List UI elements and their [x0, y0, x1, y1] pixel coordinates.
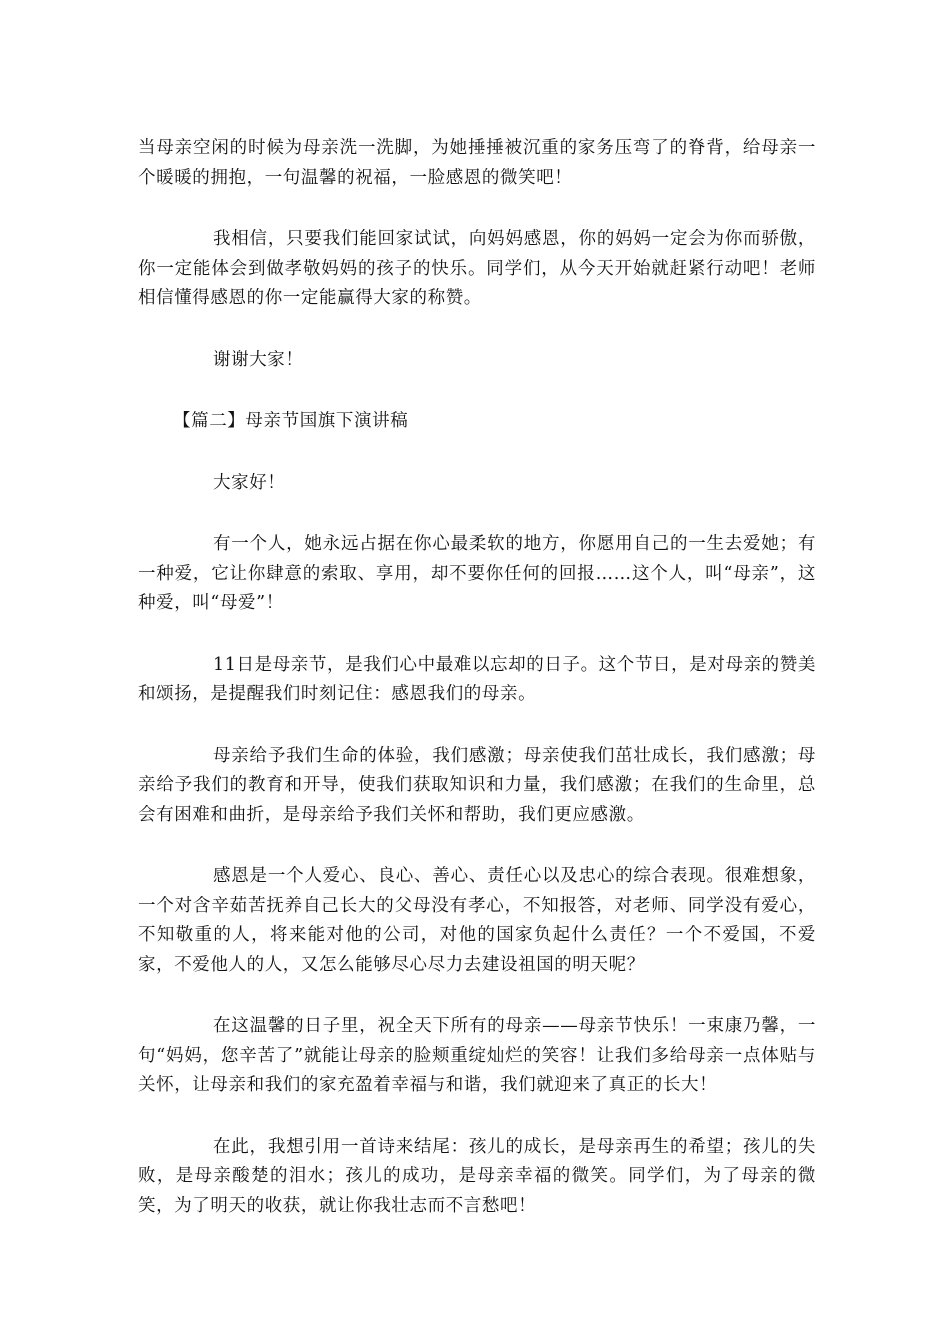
paragraph-continuation: 当母亲空闲的时候为母亲洗一洗脚，为她捶捶被沉重的家务压弯了的脊背，给母亲一个暖暖的拥抱，一句温馨的祝福，一脸感恩的微笑吧！ — [138, 138, 816, 188]
section-heading: 【篇二】母亲节国旗下演讲稿 — [173, 411, 409, 431]
paragraph-conclusion: 在此，我想引用一首诗来结尾：孩儿的成长，是母亲再生的希望；孩儿的失败，是母亲酸楚的泪水；孩儿的成功，是母亲幸福的微笑。同学们，为了母亲的微笑，为了明天的收获，就让你我壮志而不言愁吧！ — [138, 1136, 816, 1216]
paragraph-greeting: 大家好！ — [213, 472, 286, 493]
paragraph-mother-love: 有一个人，她永远占据在你心最柔软的地方，你愿用自己的一生去爱她；有一种爱，它让你肆意的索取、享用，却不要你任何的回报……这个人，叫“母亲”，这种爱，叫“母爱”！ — [138, 534, 816, 613]
paragraph-thankfulness: 感恩是一个人爱心、良心、善心、责任心以及忠心的综合表现。很难想象，一个对含辛茹苦抚养自己长大的父母没有孝心，不知报答，对老师、同学没有爱心，不知敬重的人，将来能对他的公司，对他的国家负起什么责任？一个不爱国，不爱家，不爱他人的人，又怎么能够尽心尽力去建设祖国的明天呢？ — [138, 866, 816, 975]
paragraph-thanks: 谢谢大家！ — [213, 349, 304, 370]
paragraph-mothers-day: 11日是母亲节，是我们心中最难以忘却的日子。这个节日，是对母亲的赞美和颂扬，是提醒我们时刻记住：感恩我们的母亲。 — [138, 654, 816, 704]
paragraph-belief: 我相信，只要我们能回家试试，向妈妈感恩，你的妈妈一定会为你而骄傲，你一定能体会到做孝敬妈妈的孩子的快乐。同学们，从今天开始就赶紧行动吧！老师相信懂得感恩的你一定能赢得大家的称赞。 — [138, 229, 816, 308]
paragraph-wishes: 在这温馨的日子里，祝全天下所有的母亲——母亲节快乐！一束康乃馨，一句“妈妈，您辛苦了”就能让母亲的脸颊重绽灿烂的笑容！让我们多给母亲一点体贴与关怀，让母亲和我们的家充盈着幸福与和谐，我们就迎来了真正的长大！ — [138, 1016, 816, 1095]
paragraph-gratitude: 母亲给予我们生命的体验，我们感激；母亲使我们茁壮成长，我们感激；母亲给予我们的教育和开导，使我们获取知识和力量，我们感激；在我们的生命里，总会有困难和曲折，是母亲给予我们关怀和帮助，我们更应感激。 — [138, 745, 816, 825]
document-page — [138, 134, 816, 1253]
